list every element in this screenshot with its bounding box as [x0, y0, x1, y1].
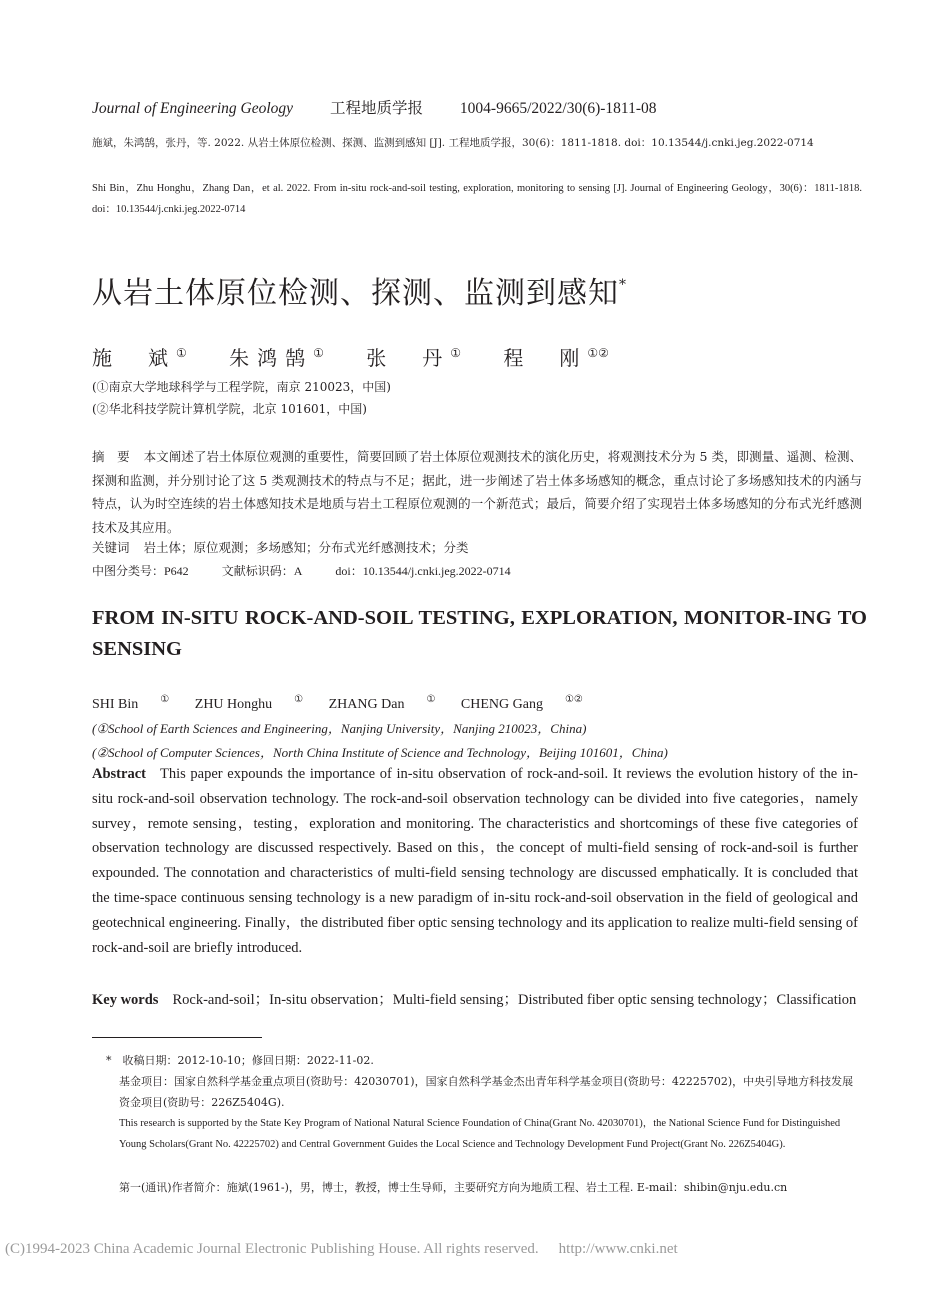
- abstract-en-label: Abstract: [92, 766, 146, 782]
- keywords-cn: [92, 538, 469, 556]
- copyright-text: (C)1994-2023 China Academic Journal Electronic Publishing House. All rights reserved.: [5, 1241, 539, 1257]
- affiliation-en-1: (①School of Earth Sciences and Engineering，Nanjing University，Nanjing 210023，China): [92, 721, 587, 736]
- author-en: ZHANG Dan ①: [328, 694, 436, 712]
- title-cn-text: 从岩土体原位检测、探测、监测到感知: [92, 276, 619, 311]
- author-cn: 施 斌①: [92, 346, 187, 370]
- footnote-author-bio: 第一(通讯)作者简介：施斌(1961-)，男，博士，教授，博士生导师，主要研究方向为地质工程、岩土工程. E-mail：shibin@nju.edu.cn: [119, 1181, 788, 1194]
- author-cn: 程 刚①②: [503, 346, 609, 370]
- footnote-received-dates: * 收稿日期：2012-10-10；修回日期：2022-11-02.: [106, 1054, 374, 1067]
- keywords-en-label: Key words: [92, 992, 159, 1008]
- copyright-watermark: [5, 1241, 698, 1258]
- title-footnote-mark: *: [619, 277, 627, 293]
- abstract-en-text: This paper expounds the importance of in-situ observation of rock-and-soil. It reviews the evolution history of the in-situ rock-and-soil observation technology. The rock-and-soil observation technology can be divided into five categories，namely survey，remote sensing，testing，exploration and monitoring. The characteristics and shortcomings of these five categories of observation technology are discussed respectively. Based on this，the concept of multi-field sensing of rock-and-soil is further expounded. The connotation and characteristics of multi-field sensing technology are discussed emphatically. It is concluded that the time-space continuous sensing technology is a new paradigm of in-situ rock-and-soil observation in the field of geological and geotechnical engineering. Finally，the distributed fiber optic sensing technology and its application to realize multi-field sensing of rock-and-soil are briefly introduced.: [92, 766, 858, 956]
- journal-name-cn: 工程地质学报: [329, 99, 423, 117]
- affiliation-cn-1: (①南京大学地球科学与工程学院，南京 210023，中国): [92, 380, 391, 394]
- affiliation-cn-2: (②华北科技学院计算机学院，北京 101601，中国): [92, 402, 367, 416]
- abstract-cn: [92, 445, 862, 539]
- author-cn: 张 丹①: [366, 346, 462, 370]
- author-list-en: [92, 694, 605, 713]
- journal-name-en: Journal of Engineering Geology: [92, 100, 294, 117]
- author-en: SHI Bin ①: [92, 694, 170, 712]
- article-title-cn: [92, 268, 627, 312]
- author-cn: 朱鸿鹄①: [229, 346, 324, 370]
- citation-cn: 施斌，朱鸿鹄，张丹，等. 2022. 从岩土体原位检测、探测、监测到感知 [J]. 工程地质学报，30(6)：1811-1818. doi：10.13544/j.cnki.jeg.2022-0714: [92, 137, 814, 149]
- footnote-divider: [92, 1037, 262, 1038]
- citation-en: Shi Bin，Zhu Honghu，Zhang Dan，et al. 2022. From in-situ rock-and-soil testing, exploration, monitoring to sensing [J]. Journal of Engineering Geology，30(6)：1811-1818. doi：10.13544/j.cnki.jeg.2022-0714: [92, 183, 862, 215]
- author-en: CHENG Gang ①②: [460, 694, 583, 712]
- keywords-en: [92, 988, 858, 1013]
- journal-identifiers: 1004-9665/2022/30(6)-1811-08: [459, 100, 657, 117]
- keywords-cn-text: 岩土体；原位观测；多场感知；分布式光纤感测技术；分类: [143, 540, 469, 555]
- footnote-fund-cn: 基金项目：国家自然科学基金重点项目(资助号：42030701)，国家自然科学基金杰出青年科学基金项目(资助号：42225702)，中央引导地方科技发展资金项目(资助号：226Z5404G).: [119, 1075, 854, 1109]
- abstract-en: [92, 762, 858, 960]
- article-title-en: FROM IN-SITU ROCK-AND-SOIL TESTING, EXPLORATION, MONITOR-ING TO SENSING: [92, 607, 867, 660]
- footnote-fund-en: This research is supported by the State Key Program of National Natural Science Foundation of China(Grant No. 42030701)，the National Science Fund for Distinguished Young Scholars(Grant No. 42225702) and Central Government Guides the Local Science and Technology Development Fund Project(Grant No. 226Z5404G).: [119, 1118, 841, 1150]
- keywords-cn-label: 关键词: [92, 540, 130, 555]
- document-code: 文献标识码：A: [221, 564, 303, 578]
- journal-header: [92, 96, 689, 118]
- abstract-cn-text: 本文阐述了岩土体原位观测的重要性，简要回顾了岩土体原位观测技术的演化历史，将观测技术分为 5 类，即测量、遥测、检测、探测和监测，并分别讨论了这 5 类观测技术的特点与不足；据此，进一步阐述了岩土体多场感知的概念，重点讨论了多场感知技术的内涵与特点，认为时空连续的岩土体感知技术是地质与岩土工程原位观测的一个新范式；最后，简要介绍了实现岩土体多场感知的分布式光纤感测技术及其应用。: [92, 449, 862, 535]
- doi: doi：10.13544/j.cnki.jeg.2022-0714: [335, 564, 511, 578]
- author-list-cn: [92, 342, 645, 371]
- affiliation-en-2: (②School of Computer Sciences，North China Institute of Science and Technology，Beijing 101601，China): [92, 745, 668, 760]
- abstract-cn-label: 摘 要: [92, 449, 130, 464]
- clc-number: 中图分类号：P642: [92, 564, 189, 578]
- classification-cn: [92, 562, 541, 579]
- cnki-url: http://www.cnki.net: [558, 1241, 678, 1257]
- author-en: ZHU Honghu ①: [194, 694, 304, 712]
- keywords-en-text: Rock-and-soil；In-situ observation；Multi-field sensing；Distributed fiber optic sensing technology；Classification: [172, 992, 857, 1008]
